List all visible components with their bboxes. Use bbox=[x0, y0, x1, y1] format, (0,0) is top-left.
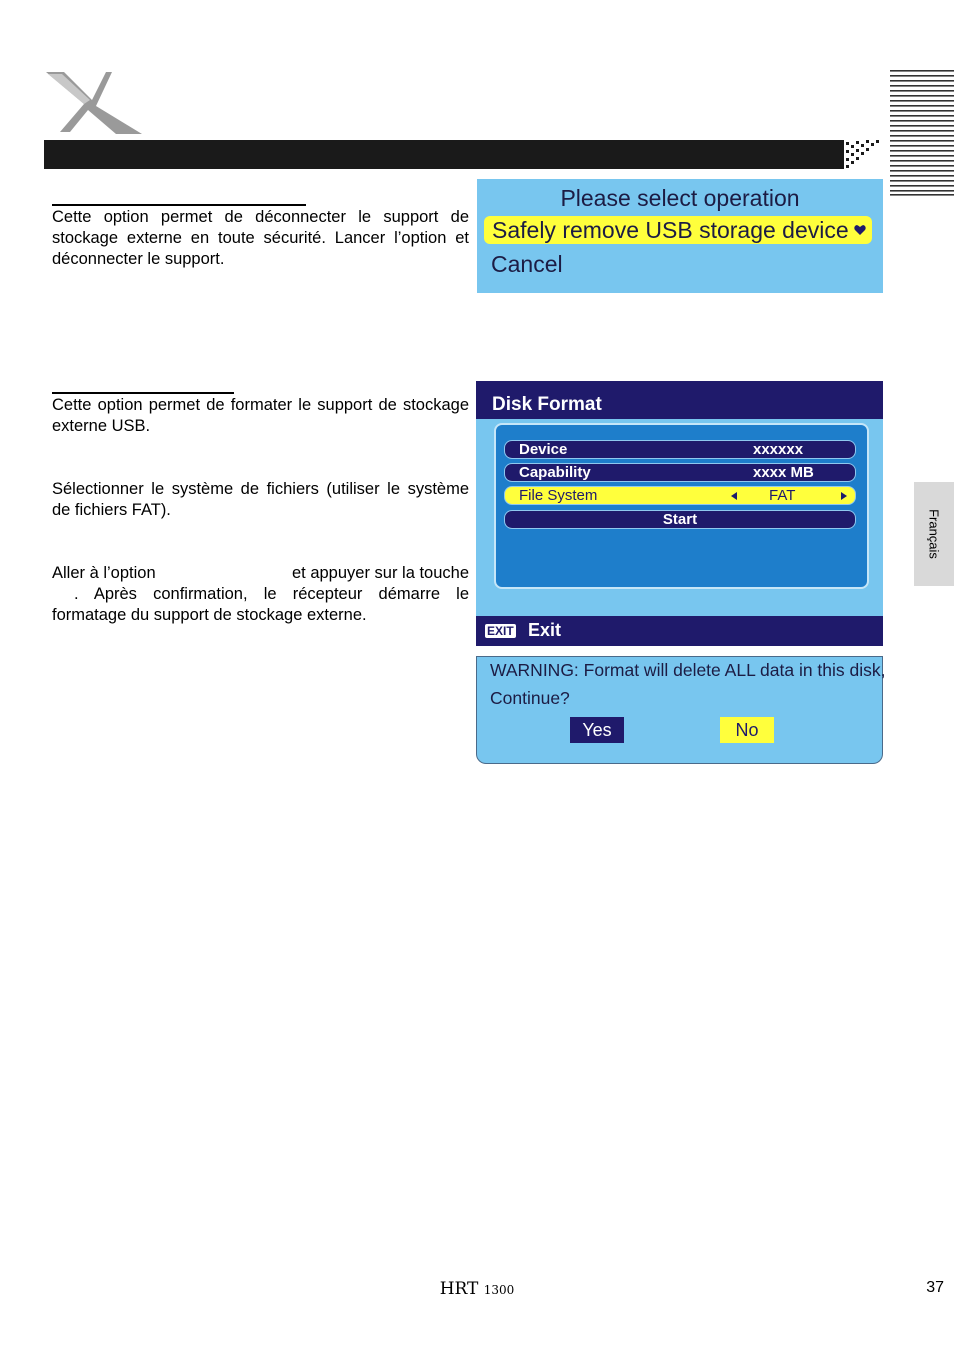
header-pattern bbox=[840, 140, 884, 169]
warning-text: WARNING: Format will delete ALL data in this disk, bbox=[490, 660, 886, 680]
heading-rule-format bbox=[52, 392, 234, 394]
osd-option-safely-remove[interactable] bbox=[484, 216, 872, 244]
osd-format-footer bbox=[476, 616, 883, 646]
osd-option-cancel[interactable]: Cancel bbox=[491, 251, 563, 277]
osd-remove-dialog bbox=[477, 179, 883, 293]
osd-row-device-value: xxxxxx bbox=[753, 441, 804, 458]
footer-model bbox=[0, 1279, 954, 1299]
heart-icon bbox=[854, 224, 866, 236]
language-tab-label: Français bbox=[926, 509, 942, 559]
osd-row-file-system-label: File System bbox=[519, 487, 598, 504]
page-number: 37 bbox=[926, 1279, 944, 1296]
osd-format-titlebar bbox=[476, 381, 883, 419]
format-start-text-2: et appuyer sur la touche bbox=[291, 564, 469, 582]
osd-remove-title: Please select operation bbox=[560, 185, 800, 211]
continue-question: Continue? bbox=[490, 688, 570, 708]
osd-start-label: Start bbox=[662, 511, 698, 528]
remove-description: Cette option permet de déconnecter le support de stockage externe en toute sécurité. Lancer l’option et déconnecter le support. bbox=[52, 208, 469, 268]
brand-logo bbox=[44, 70, 144, 136]
side-stripes bbox=[890, 70, 954, 196]
format-description: Cette option permet de formater le support de stockage externe USB. bbox=[52, 396, 469, 435]
footer-model-name: HRT bbox=[439, 1279, 479, 1299]
osd-row-device[interactable] bbox=[504, 440, 856, 459]
no-button[interactable]: No bbox=[720, 717, 774, 743]
language-tab[interactable] bbox=[914, 482, 954, 586]
arrow-right-icon[interactable] bbox=[841, 492, 847, 500]
osd-format-panel bbox=[494, 423, 869, 589]
osd-row-device-label: Device bbox=[519, 441, 568, 458]
osd-option-safely-remove-label: Safely remove USB storage device bbox=[492, 217, 849, 243]
format-start-text-3: . Après confirmation, le récepteur démarre le formatage du support de stockage externe. bbox=[52, 585, 469, 624]
osd-disk-format bbox=[476, 381, 883, 646]
header-bar bbox=[44, 140, 844, 169]
format-filesystem-instruction: Sélectionner le système de fichiers (utiliser le système de fichiers FAT). bbox=[52, 480, 469, 519]
format-start-instruction bbox=[52, 563, 469, 626]
osd-row-file-system-value: FAT bbox=[769, 487, 796, 504]
osd-row-file-system[interactable] bbox=[504, 486, 856, 505]
footer-model-number: 1300 bbox=[483, 1283, 515, 1297]
osd-row-capability[interactable] bbox=[504, 463, 856, 482]
exit-key-icon: EXIT bbox=[487, 624, 514, 638]
yes-button[interactable]: Yes bbox=[570, 717, 624, 743]
osd-row-capability-value: xxxx MB bbox=[753, 464, 814, 481]
arrow-left-icon[interactable] bbox=[731, 492, 737, 500]
osd-format-warning bbox=[476, 656, 886, 764]
osd-format-title: Disk Format bbox=[492, 394, 602, 415]
osd-start-button[interactable] bbox=[504, 510, 856, 529]
osd-row-capability-label: Capability bbox=[519, 464, 591, 481]
format-start-text-1: Aller à l’option bbox=[52, 564, 156, 582]
exit-label[interactable]: Exit bbox=[528, 620, 562, 640]
heading-rule-remove bbox=[52, 204, 306, 206]
